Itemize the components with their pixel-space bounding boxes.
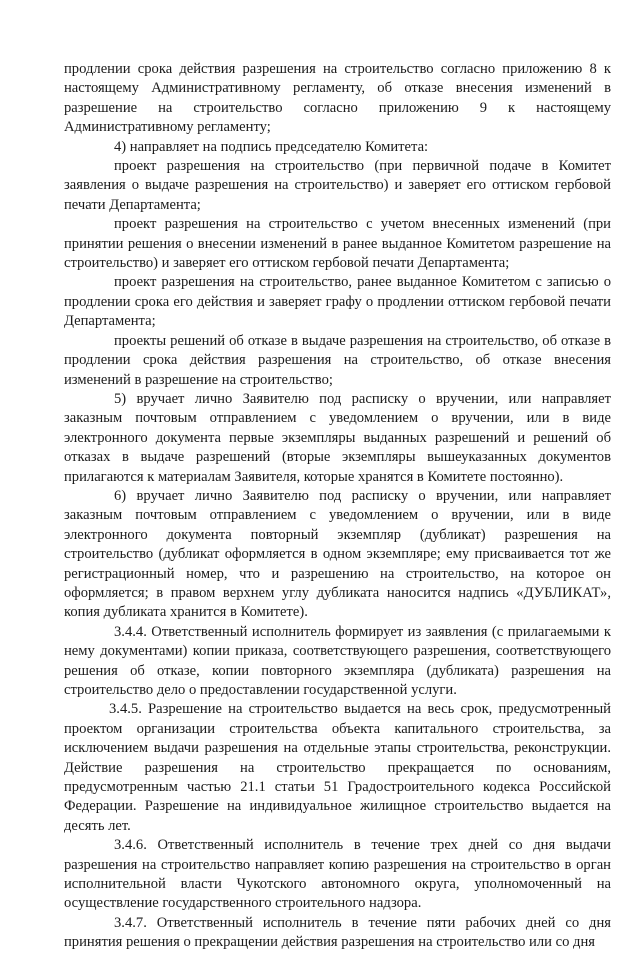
paragraph-continuation: продлении срока действия разрешения на строительство согласно приложению 8 к настоящему Административному регламенту, об отказе внесения изменений в разрешение на строительство согласно приложению 9 к настоящему Административному регламенту; [64,61,611,136]
document-page [64,60,611,953]
paragraph-3-4-5: 3.4.5. Разрешение на строительство выдается на весь срок, предусмотренный проектом организации строительства объекта капитального строительства, за исключением выдачи разрешения на отдельные этапы строительства, реконструкции. Действие разрешения на строительство прекращается по основаниям, предусмотренным частью 21.1 статьи 51 Градостроительного кодекса Российской Федерации. Разрешение на индивидуальное жилищное строительство выдается на десять лет. [64,701,611,834]
paragraph-3-4-7: 3.4.7. Ответственный исполнитель в течение пяти рабочих дней со дня принятия решения о прекращении действия разрешения на строительство или со дня [64,914,611,951]
paragraph-project-permit: проект разрешения на строительство (при первичной подаче в Комитет заявления о выдаче разрешения на строительство) и заверяет его оттиском гербовой печати Департамента; [64,158,611,213]
paragraph-project-permit-extension: проект разрешения на строительство, ранее выданное Комитетом с записью о продлении срока его действия и заверяет графу о продлении оттиском гербовой печати Департамента; [64,274,611,330]
paragraph-3-4-4: 3.4.4. Ответственный исполнитель формирует из заявления (с прилагаемыми к нему документами) копии приказа, соответствующего разрешения, соответствующего решения об отказе, копии повторного экземпляра (дубликата) разрешения на строительство дело о предоставлении государственной услуги. [64,623,611,698]
paragraph-refusal-decisions: проекты решений об отказе в выдаче разрешения на строительство, об отказе в продлении срока действия разрешения на строительство, об отказе внесения изменений в разрешение на строительство; [64,332,611,388]
paragraph-3-4-6: 3.4.6. Ответственный исполнитель в течение трех дней со дня выдачи разрешения на строительство направляет копию разрешения на строительство в орган исполнительной власти Чукотского автономного округа, уполномоченный на осуществление государственного строительного надзора. [64,837,611,912]
paragraph-project-permit-changes: проект разрешения на строительство с учетом внесенных изменений (при принятии решения о внесении изменений в ранее выданное Комитетом разрешение на строительство) и заверяет его оттиском гербовой печати Департамента; [64,216,611,272]
paragraph-item-4: 4) направляет на подпись председателю Комитета: [114,138,429,155]
paragraph-item-6: 6) вручает лично Заявителю под расписку о вручении, или направляет заказным почтовым отправлением с уведомлением о вручении, или в виде электронного документа повторный экземпляр (дубликат) разрешения на строительство (дубликат оформляется в одном экземпляре; ему присваивается тот же регистрационный номер, что и разрешению на строительство, на которое он оформляется; в правом верхнем углу дубликата наносится надпись «ДУБЛИКАТ», копия дубликата хранится в Комитете). [64,487,611,621]
paragraph-item-5: 5) вручает лично Заявителю под расписку о вручении, или направляет заказным почтовым отправлением с уведомлением о вручении, или в виде электронного документа первые экземпляры выданных разрешений и решений об отказах в выдаче разрешений (вторые экземпляры вышеуказанных документов прилагаются к материалам Заявителя, которые хранятся в Комитете постоянно). [64,390,611,485]
